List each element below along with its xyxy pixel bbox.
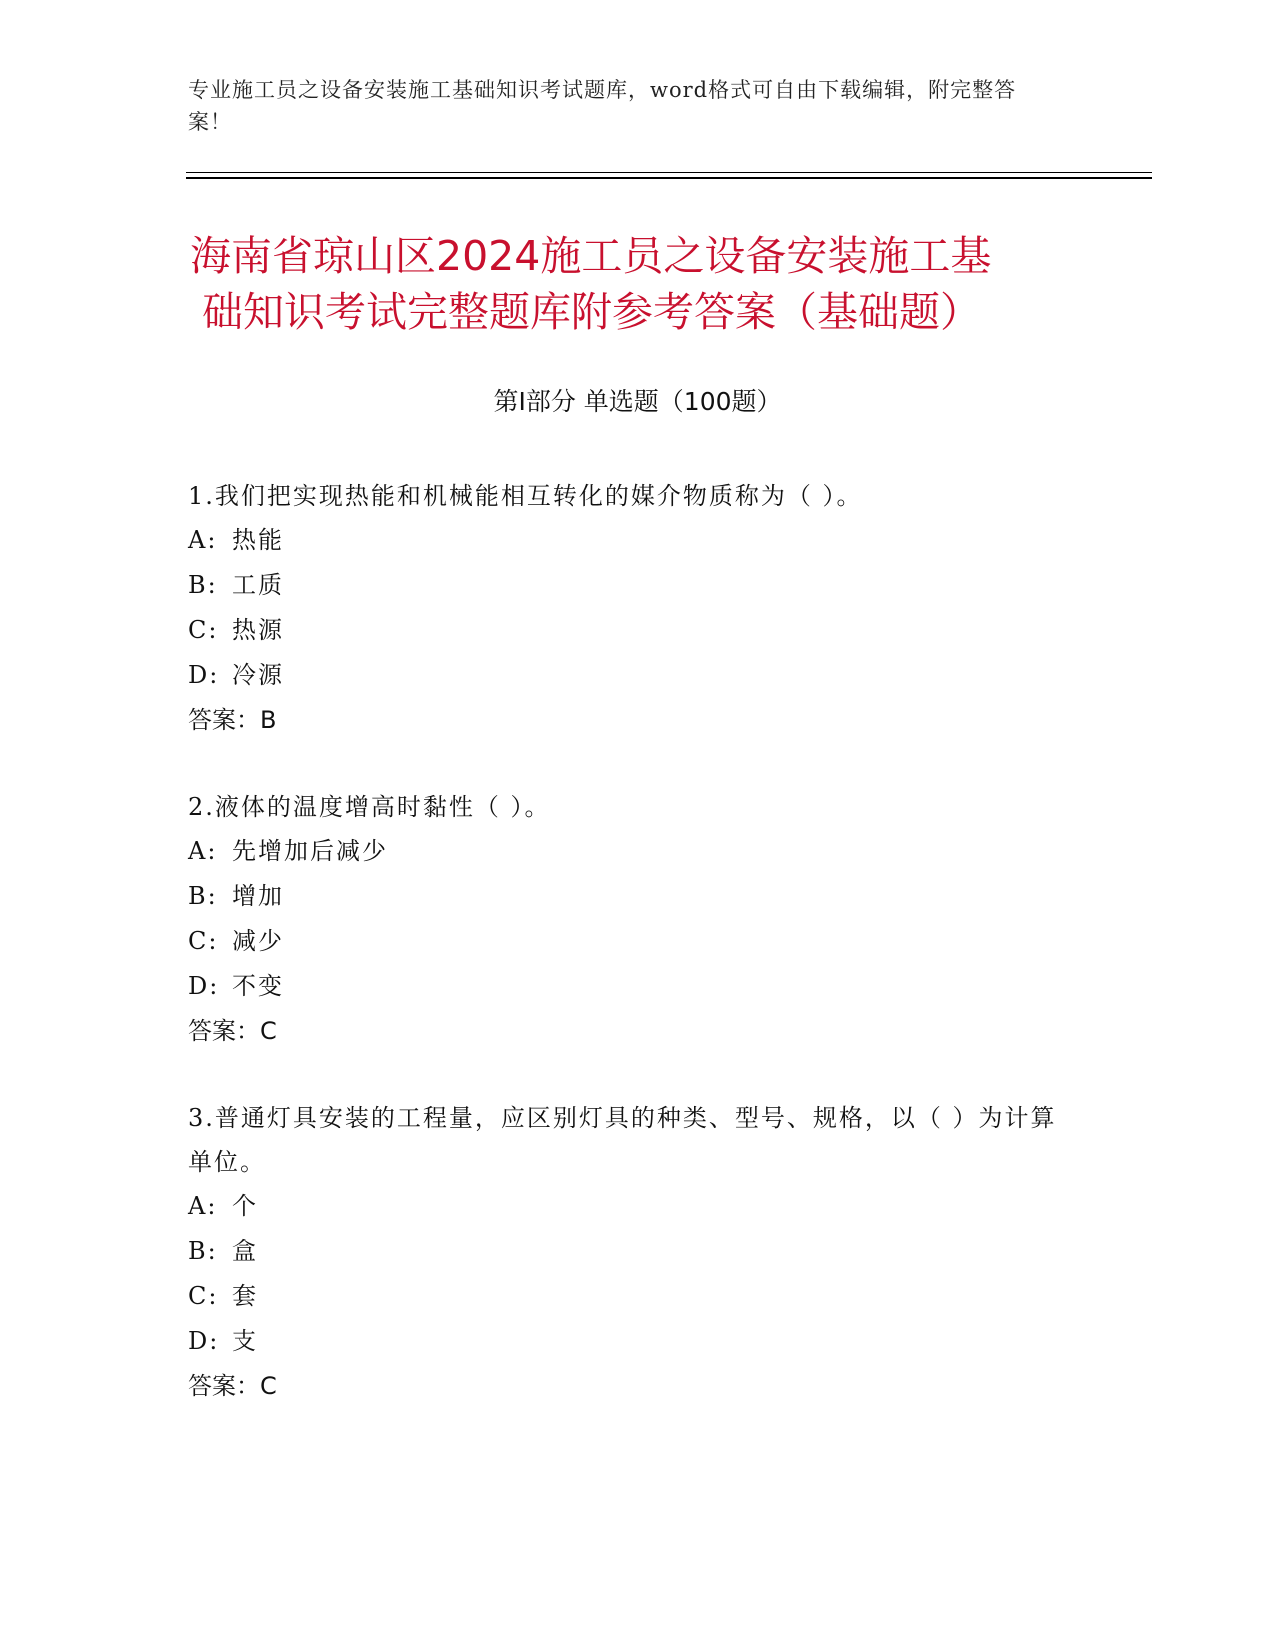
header-divider-thick	[186, 177, 1152, 179]
option-text: 先增加后减少	[232, 837, 388, 865]
option-d	[188, 1319, 1088, 1364]
option-key: C:	[188, 1282, 219, 1310]
section-heading: 第I部分 单选题（100题）	[493, 387, 782, 416]
option-key: B:	[188, 882, 218, 910]
option-text: 减少	[232, 927, 284, 955]
question-1	[188, 474, 1088, 743]
question-2	[188, 785, 1088, 1054]
option-text: 冷源	[232, 661, 284, 689]
option-c	[188, 608, 1088, 653]
option-text: 不变	[232, 972, 284, 1000]
option-key: C:	[188, 616, 219, 644]
option-text: 增加	[232, 882, 284, 910]
answer-line: 答案：B	[188, 706, 277, 734]
option-a	[188, 1184, 1088, 1229]
option-b	[188, 1229, 1088, 1274]
question-3	[188, 1096, 1088, 1409]
option-b	[188, 563, 1088, 608]
option-key: A:	[188, 526, 218, 554]
option-d	[188, 653, 1088, 698]
option-key: A:	[188, 1192, 218, 1220]
option-text: 工质	[232, 571, 284, 599]
document-title	[190, 228, 1090, 340]
option-key: D:	[188, 1327, 220, 1355]
option-key: B:	[188, 1237, 218, 1265]
option-text: 热能	[232, 526, 284, 554]
option-key: D:	[188, 972, 220, 1000]
question-stem: 2.液体的温度增高时黏性（ ）。	[188, 793, 551, 821]
option-c	[188, 919, 1088, 964]
option-key: B:	[188, 571, 218, 599]
answer-line: 答案：C	[188, 1372, 277, 1400]
header-note: 专业施工员之设备安装施工基础知识考试题库，word格式可自由下载编辑，附完整答案！	[188, 78, 1017, 134]
header-divider-thin	[186, 172, 1152, 173]
option-text: 个	[232, 1192, 258, 1220]
option-a	[188, 829, 1088, 874]
option-text: 盒	[232, 1237, 258, 1265]
question-stem: 3.普通灯具安装的工程量，应区别灯具的种类、型号、规格，以（ ）为计算单位。	[188, 1104, 1057, 1176]
option-a	[188, 518, 1088, 563]
option-text: 支	[232, 1327, 258, 1355]
option-c	[188, 1274, 1088, 1319]
question-stem: 1.我们把实现热能和机械能相互转化的媒介物质称为（ ）。	[188, 482, 863, 510]
document-title-line-2: 础知识考试完整题库附参考答案（基础题）	[202, 288, 981, 336]
option-key: C:	[188, 927, 219, 955]
option-b	[188, 874, 1088, 919]
option-text: 套	[232, 1282, 258, 1310]
answer-line: 答案：C	[188, 1017, 277, 1045]
option-key: A:	[188, 837, 218, 865]
option-key: D:	[188, 661, 220, 689]
document-title-line-1: 海南省琼山区2024施工员之设备安装施工基	[190, 232, 992, 280]
option-d	[188, 964, 1088, 1009]
question-list	[188, 474, 1088, 1451]
option-text: 热源	[232, 616, 284, 644]
